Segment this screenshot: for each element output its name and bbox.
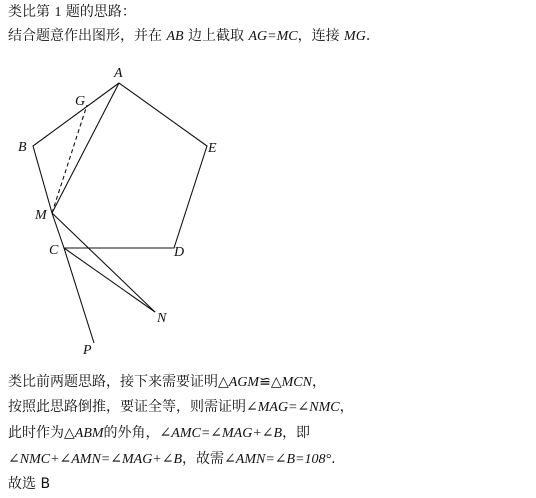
reasoning-text: 类比前两题思路，接下来需要证明 bbox=[8, 374, 218, 390]
pentagon-abcde bbox=[33, 83, 207, 248]
intro-text: . bbox=[365, 28, 371, 44]
answer-text: 故选 B bbox=[8, 476, 51, 492]
segment-cn bbox=[64, 248, 155, 312]
reasoning-text: 此时作为 bbox=[8, 425, 64, 441]
equation-amn-108: ∠AMN=∠B=108° bbox=[224, 452, 332, 467]
intro-text: 题的思路： bbox=[61, 4, 136, 20]
congruent-symbol: ≌ bbox=[259, 374, 271, 390]
triangle-mcn: △MCN bbox=[270, 375, 312, 390]
reasoning-text: ，故需 bbox=[182, 451, 225, 467]
reasoning-line-1 bbox=[8, 372, 326, 393]
label-c: C bbox=[49, 243, 59, 258]
intro-text: ，连接 bbox=[297, 28, 345, 44]
equation-mag-nmc: ∠MAG=∠NMC bbox=[246, 400, 340, 415]
reasoning-line-4 bbox=[8, 449, 336, 470]
label-g: G bbox=[75, 94, 86, 109]
triangle-agm: △AGM bbox=[218, 375, 260, 390]
segment-mg: MG bbox=[344, 29, 366, 44]
label-p: P bbox=[83, 343, 92, 358]
equation-nmc-amn: ∠NMC+∠AMN=∠MAG+∠B bbox=[8, 452, 183, 467]
segment-mg-dashed bbox=[52, 105, 87, 213]
answer-line bbox=[8, 474, 50, 494]
segment-am bbox=[52, 83, 119, 213]
ray-cp bbox=[64, 248, 94, 343]
reasoning-line-2 bbox=[8, 397, 354, 418]
label-a: A bbox=[114, 66, 123, 81]
equation-amc: ∠AMC=∠MAG+∠B bbox=[159, 426, 283, 441]
segment-ab: AB bbox=[166, 29, 184, 44]
label-b: B bbox=[18, 140, 27, 155]
intro-text: 类比第 bbox=[8, 4, 55, 20]
reasoning-text: 的外角， bbox=[103, 425, 160, 441]
label-d: D bbox=[174, 245, 185, 260]
reasoning-text: ， bbox=[339, 399, 354, 415]
equation-ag-mc: AG=MC bbox=[248, 29, 298, 44]
label-n: N bbox=[157, 311, 167, 326]
reasoning-text: ， bbox=[311, 374, 326, 390]
intro-text: 边上截取 bbox=[183, 28, 249, 44]
problem-number: 1 bbox=[54, 5, 62, 20]
reasoning-text: ，即 bbox=[282, 425, 311, 441]
triangle-abm: △ABM bbox=[64, 426, 104, 441]
label-e: E bbox=[208, 141, 217, 156]
intro-text: 结合题意作出图形，并在 bbox=[8, 28, 167, 44]
reasoning-line-3 bbox=[8, 423, 310, 444]
label-m: M bbox=[35, 208, 47, 223]
reasoning-text: 按照此思路倒推，要证全等，则需证明 bbox=[8, 399, 246, 415]
reasoning-text: . bbox=[331, 451, 336, 467]
segment-mn bbox=[52, 213, 155, 312]
